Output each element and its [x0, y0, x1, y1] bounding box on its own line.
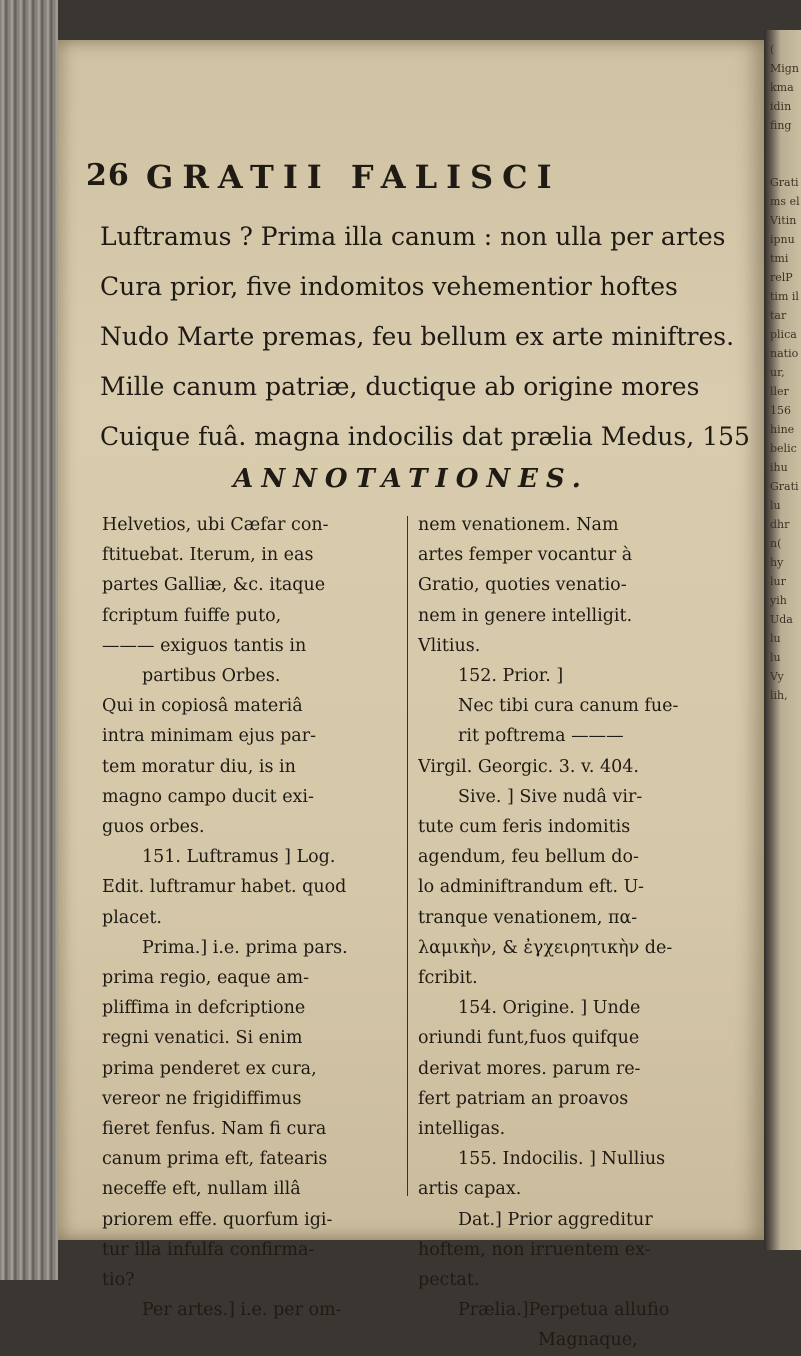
note-line: 151. Luftramus ] Log.	[142, 847, 336, 868]
book-page	[58, 40, 764, 1351]
margin-fragment: hine	[770, 423, 795, 436]
note-line: Helvetios, ubi Cæfar con-	[102, 515, 329, 535]
margin-fragment: Vy	[770, 670, 784, 683]
note-line: nem venationem. Nam	[418, 515, 619, 535]
note-line: intelligas.	[418, 1119, 506, 1140]
note-line: hoftem, non irruentem ex-	[418, 1239, 651, 1260]
note-line: pectat.	[418, 1270, 480, 1291]
note-line: prima penderet ex cura,	[102, 1058, 317, 1079]
margin-fragment: relP	[770, 271, 793, 284]
verse-line: Mille canum patriæ, ductique ab origine mores	[100, 372, 700, 401]
note-line: Per artes.] i.e. per om-	[142, 1300, 342, 1321]
note-line: guos orbes.	[102, 817, 205, 838]
note-line: fcriptum fuiffe puto,	[102, 605, 282, 626]
note-line: fcribit.	[418, 968, 478, 989]
note-line: Vlitius.	[418, 635, 481, 656]
page-header	[86, 158, 746, 208]
note-line: agendum, feu bellum do-	[418, 847, 639, 868]
margin-fragment: tim il	[770, 290, 799, 303]
facing-page-fragments	[770, 40, 801, 705]
note-line: derivat mores. parum re-	[418, 1058, 641, 1079]
note-line: nem in genere intelligit.	[418, 605, 633, 626]
note-line: intra minimam ejus par-	[102, 726, 317, 747]
note-line: Edit. luftramur habet. quod	[102, 877, 347, 898]
note-line: 154. Origine. ] Unde	[458, 998, 641, 1019]
note-line: Prima.] i.e. prima pars.	[142, 937, 348, 958]
margin-fragment: Mign	[770, 62, 799, 75]
note-line: artis capax.	[418, 1179, 522, 1200]
note-line: magno campo ducit exi-	[102, 786, 314, 807]
margin-fragment: ur,	[770, 366, 785, 379]
note-line: regni venatici. Si enim	[102, 1028, 303, 1049]
note-line: vereor ne frigidiffimus	[102, 1088, 302, 1109]
note-line: partes Galliæ, &c. itaque	[102, 575, 326, 596]
margin-fragment: ihu	[770, 461, 788, 474]
margin-fragment: Uda	[770, 613, 793, 626]
verse-line-number: 155	[702, 422, 750, 451]
verse-line: Nudo Marte premas, feu bellum ex arte miniftres.	[100, 322, 735, 351]
note-line: tio?	[102, 1270, 135, 1291]
note-line: Sive. ] Sive nudâ vir-	[458, 786, 643, 807]
margin-fragment: lu	[770, 499, 781, 512]
note-line: neceffe eft, nullam illâ	[102, 1179, 301, 1200]
annotations-heading: ANNOTATIONES.	[233, 464, 589, 494]
margin-fragment: kma	[770, 81, 794, 94]
margin-fragment: ms el	[770, 195, 800, 208]
margin-fragment: tar	[770, 309, 787, 322]
margin-fragment: n(	[770, 537, 782, 550]
margin-fragment: natio	[770, 347, 799, 360]
note-line: fieret fenfus. Nam fi cura	[102, 1119, 327, 1140]
margin-fragment: dhr	[770, 518, 790, 531]
margin-fragment	[770, 135, 801, 154]
note-line: tem moratur diu, is in	[102, 756, 296, 777]
note-line: Nec tibi cura canum fue-	[458, 696, 679, 717]
note-line: tute cum feris indomitis	[418, 817, 631, 838]
margin-fragment: yih	[770, 594, 787, 607]
annotations-right-column	[418, 510, 762, 1356]
note-line: ——— exiguos tantis in	[102, 635, 307, 656]
note-line: partibus Orbes.	[142, 666, 281, 687]
note-line: artes femper vocantur à	[418, 545, 633, 566]
margin-fragment: Grati	[770, 176, 799, 189]
note-line: λαμικὴν, & ἐγχειρητικὴν de-	[418, 937, 673, 958]
note-line: canum prima eft, fatearis	[102, 1149, 328, 1170]
note-line: Virgil. Georgic. 3. v. 404.	[418, 756, 639, 777]
note-line: prima regio, eaque am-	[102, 968, 310, 989]
note-line: oriundi funt,fuos quifque	[418, 1028, 640, 1049]
margin-fragment: fing	[770, 119, 792, 132]
margin-fragment: ipnu	[770, 233, 795, 246]
note-line: Gratio, quoties venatio-	[418, 575, 627, 596]
note-line: 155. Indocilis. ] Nullius	[458, 1149, 666, 1170]
annotations-left-column	[102, 510, 400, 1325]
margin-fragment: lur	[770, 575, 786, 588]
note-line: Dat.] Prior aggreditur	[458, 1209, 653, 1230]
note-line: ftituebat. Iterum, in eas	[102, 545, 314, 566]
note-line: placet.	[102, 907, 162, 928]
margin-fragment: idin	[770, 100, 792, 113]
verse-block	[100, 212, 760, 462]
note-line: Prælia.]Perpetua allufio	[458, 1300, 670, 1321]
book-left-edge	[0, 0, 58, 1280]
margin-fragment: lih,	[770, 689, 788, 702]
margin-fragment: belic	[770, 442, 797, 455]
margin-fragment: 156	[770, 404, 791, 417]
running-title: GRATII FALISCI	[146, 158, 561, 196]
note-line: rit poftrema ———	[458, 726, 624, 747]
margin-fragment: (	[770, 43, 775, 56]
verse-line: Cura prior, five indomitos vehementior hoftes	[100, 272, 678, 301]
margin-fragment: Vitin	[770, 214, 797, 227]
note-line: tranque venationem, πα-	[418, 907, 638, 928]
margin-fragment: lu	[770, 632, 781, 645]
margin-fragment: plica	[770, 328, 797, 341]
catchword: Magnaque,	[538, 1330, 638, 1351]
verse-line: Luftramus ? Prima illa canum : non ulla per artes	[100, 222, 726, 251]
verse-line: Cuique fuâ. magna indocilis dat prælia Medus, 155	[100, 422, 750, 451]
note-line: lo adminiftrandum eft. U-	[418, 877, 644, 898]
note-line: tur illa infulfa confirma-	[102, 1239, 315, 1260]
note-line: 152. Prior. ]	[458, 666, 564, 687]
note-line: Qui in copiosâ materiâ	[102, 696, 303, 717]
note-line: priorem effe. quorfum igi-	[102, 1209, 333, 1230]
column-divider	[407, 516, 408, 1196]
note-line: fert patriam an proavos	[418, 1088, 629, 1109]
margin-fragment: tmi	[770, 252, 789, 265]
note-line: pliffima in defcriptione	[102, 998, 306, 1019]
margin-fragment	[770, 154, 801, 173]
page-number: 26	[86, 158, 130, 193]
margin-fragment: lu	[770, 651, 781, 664]
margin-fragment: ller	[770, 385, 789, 398]
margin-fragment: Grati	[770, 480, 799, 493]
margin-fragment: hy	[770, 556, 784, 569]
